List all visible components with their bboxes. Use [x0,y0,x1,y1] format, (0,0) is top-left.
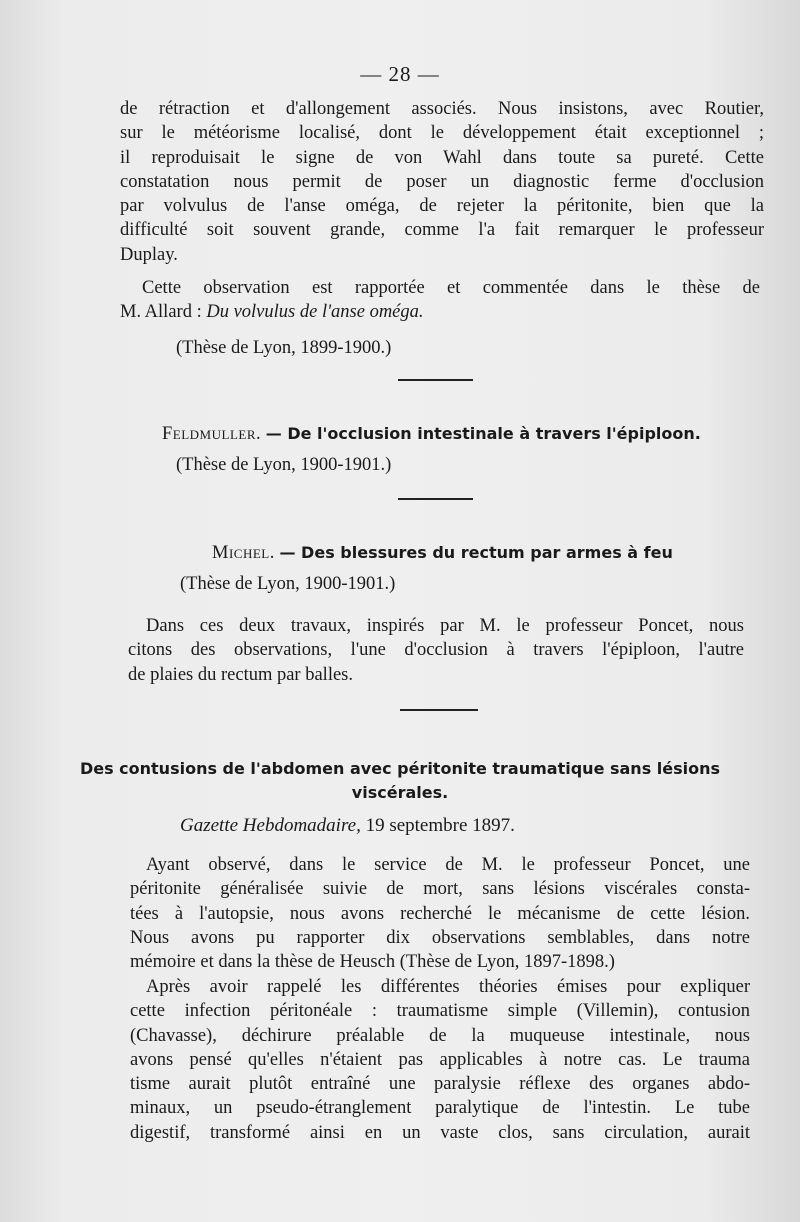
section-heading-continued: viscérales. [351,783,449,802]
paragraph-allard-thesis [120,276,760,325]
text-line: Dans ces deux travaux, inspirés par M. le professeur Poncet, nous [146,616,744,636]
text-line: par volvulus de l'anse oméga, de rejeter la péritonite, bien que la [120,196,764,217]
text-line: sur le météorisme localisé, dont le développement était exceptionnel ; [120,123,764,144]
text-line: mémoire et dans la thèse de Heusch (Thèse de Lyon, 1897-1898.) [130,952,615,973]
bibliography-entry-michel [212,543,673,564]
entry-author: Michel. [212,543,275,563]
text-line: tées à l'autopsie, nous avons recherché le mécanisme de cette lésion. [130,903,750,924]
paragraph-two-works [128,614,744,687]
divider [398,379,473,381]
text-line: constatation nous permit de poser un diagnostic ferme d'occlusion [120,171,764,192]
text-line: (Chavasse), déchirure préalable de la muqueuse intestinale, nous [130,1025,750,1046]
bibliography-entry-feldmuller [162,424,701,445]
section-heading: Des contusions de l'abdomen avec péritonite traumatique sans lésions [79,759,721,778]
paragraph-theories [130,975,750,1145]
divider [398,498,473,500]
text-line [120,300,760,324]
text-line: péritonite généralisée suivie de mort, sans lésions viscérales consta- [130,879,750,900]
text-line: Nous avons pu rapporter dix observations semblables, dans notre [130,927,750,948]
text-line: tisme aurait plutôt entraîné une paralysie réflexe des organes abdo- [130,1074,750,1095]
paragraph-volvulus-diagnosis [120,97,764,267]
text-line: citons des observations, l'une d'occlusion à travers l'épiploon, l'autre [128,640,744,661]
text-line: Cette observation est rapportée et commentée dans le thèse de [142,278,760,298]
section-source [180,815,515,837]
entry-source: (Thèse de Lyon, 1900-1901.) [176,455,392,475]
publication-date: 19 septembre 1897. [360,815,515,836]
text-line: de plaies du rectum par balles. [128,664,353,685]
text-line: Duplay. [120,244,178,265]
text-line: il reproduisait le signe de von Wahl dans toute sa pureté. Cette [120,147,764,168]
text-line: cette infection péritonéale : traumatisme simple (Villemin), contusion [130,1001,750,1022]
divider [400,709,478,711]
citation-allard-source: (Thèse de Lyon, 1899-1900.) [176,338,392,358]
text-line: avons pensé qu'elles n'étaient pas applicables à notre cas. Le trauma [130,1049,750,1070]
paragraph-peritonitis-case [130,853,750,974]
text-line: minaux, un pseudo-étranglement paralytique de l'intestin. Le tube [130,1098,750,1119]
text-line: digestif, transformé ainsi en un vaste clos, sans circulation, aurait [130,1122,750,1143]
text-line: difficulté soit souvent grande, comme l'a fait remarquer le professeur [120,220,764,241]
entry-author: Feldmuller. [162,424,262,444]
text-line: Ayant observé, dans le service de M. le professeur Poncet, une [146,855,750,875]
text-line: Après avoir rappelé les différentes théories émises pour expliquer [146,977,750,997]
thesis-title: Du volvulus de l'anse oméga. [206,302,424,323]
entry-title: — De l'occlusion intestinale à travers l'épiploon. [265,424,701,443]
entry-source: (Thèse de Lyon, 1900-1901.) [180,574,396,594]
text-line: de rétraction et d'allongement associés. Nous insistons, avec Routier, [120,99,764,119]
page-number: — 28 — [360,62,440,86]
journal-name: Gazette Hebdomadaire, [180,815,361,836]
entry-title: — Des blessures du rectum par armes à feu [279,543,673,562]
author-prefix: M. Allard : [120,302,207,323]
